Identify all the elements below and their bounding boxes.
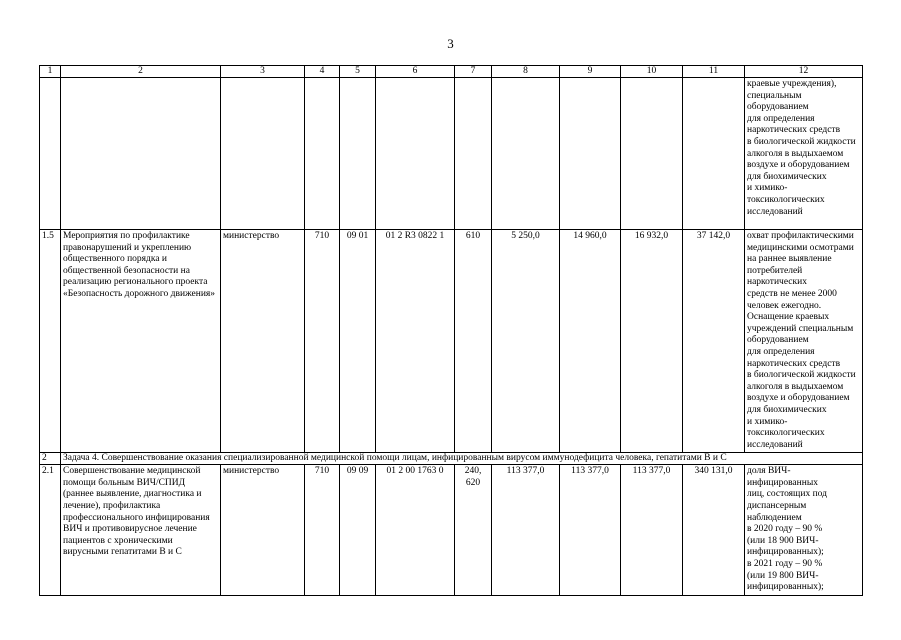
column-header: 2 xyxy=(61,66,221,78)
column-header: 5 xyxy=(340,66,376,78)
column-header: 4 xyxy=(305,66,340,78)
column-header: 10 xyxy=(621,66,683,78)
amount-2020: 113 377,0 xyxy=(492,465,560,596)
row-number: 1.5 xyxy=(40,230,61,453)
amount-total: 37 142,0 xyxy=(683,230,745,453)
task-title: Задача 4. Совершенствование оказания специализированной медицинской помощи лицам, инфицированным вирусом иммунодефицита человека, гепатитами В и С xyxy=(61,453,863,465)
column-header: 1 xyxy=(40,66,61,78)
column-numbers-row xyxy=(40,66,863,78)
executor: министерство xyxy=(221,230,305,453)
amount-2022: 113 377,0 xyxy=(621,465,683,596)
amount-2021: 113 377,0 xyxy=(560,465,621,596)
page-number: 3 xyxy=(447,36,454,51)
result-cell: доля ВИЧ-инфицированных лиц, состоящих под диспансерным наблюдением в 2020 году – 90 % (или 18 900 ВИЧ- инфицированных); в 2021 году – 90 % (или 19 800 ВИЧ- инфицированных); xyxy=(745,465,863,596)
measure-name: Мероприятия по профилактике правонарушений и укреплению общественного порядка и общественной безопасности на реализацию регионального проекта «Безопасность дорожного движения» xyxy=(61,230,221,453)
vr: 240, 620 xyxy=(455,465,492,596)
csr: 01 2 R3 0822 1 xyxy=(376,230,455,453)
program-table xyxy=(39,65,863,596)
grbs: 710 xyxy=(305,230,340,453)
column-header: 7 xyxy=(455,66,492,78)
result-cell: краевые учреждения), специальным оборудованием для определения наркотических средств в биологической жидкости алкоголя в выдыхаемом воздухе и оборудованием для биохимических и химико- токсикологических исследований xyxy=(745,78,863,230)
amount-2022: 16 932,0 xyxy=(621,230,683,453)
table-row-continuation xyxy=(40,78,863,230)
amount-2020: 5 250,0 xyxy=(492,230,560,453)
column-header: 9 xyxy=(560,66,621,78)
column-header: 6 xyxy=(376,66,455,78)
measure-name: Совершенствование медицинской помощи больным ВИЧ/СПИД (раннее выявление, диагностика и лечение), профилактика профессионального инфицирования ВИЧ и противовирусное лечение пациентов с хроническими вирусными гепатитами В и С xyxy=(61,465,221,596)
column-header: 11 xyxy=(683,66,745,78)
rzpr: 09 09 xyxy=(340,465,376,596)
table-row-1-5 xyxy=(40,230,863,453)
row-number: 2 xyxy=(40,453,61,465)
amount-total: 340 131,0 xyxy=(683,465,745,596)
result-cell: охват профилактическими медицинскими осмотрами на раннее выявление потребителей наркотических средств не менее 2000 человек ежегодно. Оснащение краевых учреждений специальным оборудованием для определения наркотических средств в биологической жидкости алкоголя в выдыхаемом воздухе и оборудованием для биохимических и химико- токсикологических исследований xyxy=(745,230,863,453)
row-number: 2.1 xyxy=(40,465,61,596)
amount-2021: 14 960,0 xyxy=(560,230,621,453)
csr: 01 2 00 1763 0 xyxy=(376,465,455,596)
executor: министерство xyxy=(221,465,305,596)
column-header: 12 xyxy=(745,66,863,78)
rzpr: 09 01 xyxy=(340,230,376,453)
task-row xyxy=(40,453,863,465)
column-header: 8 xyxy=(492,66,560,78)
table-row-2-1 xyxy=(40,465,863,596)
column-header: 3 xyxy=(221,66,305,78)
grbs: 710 xyxy=(305,465,340,596)
vr: 610 xyxy=(455,230,492,453)
